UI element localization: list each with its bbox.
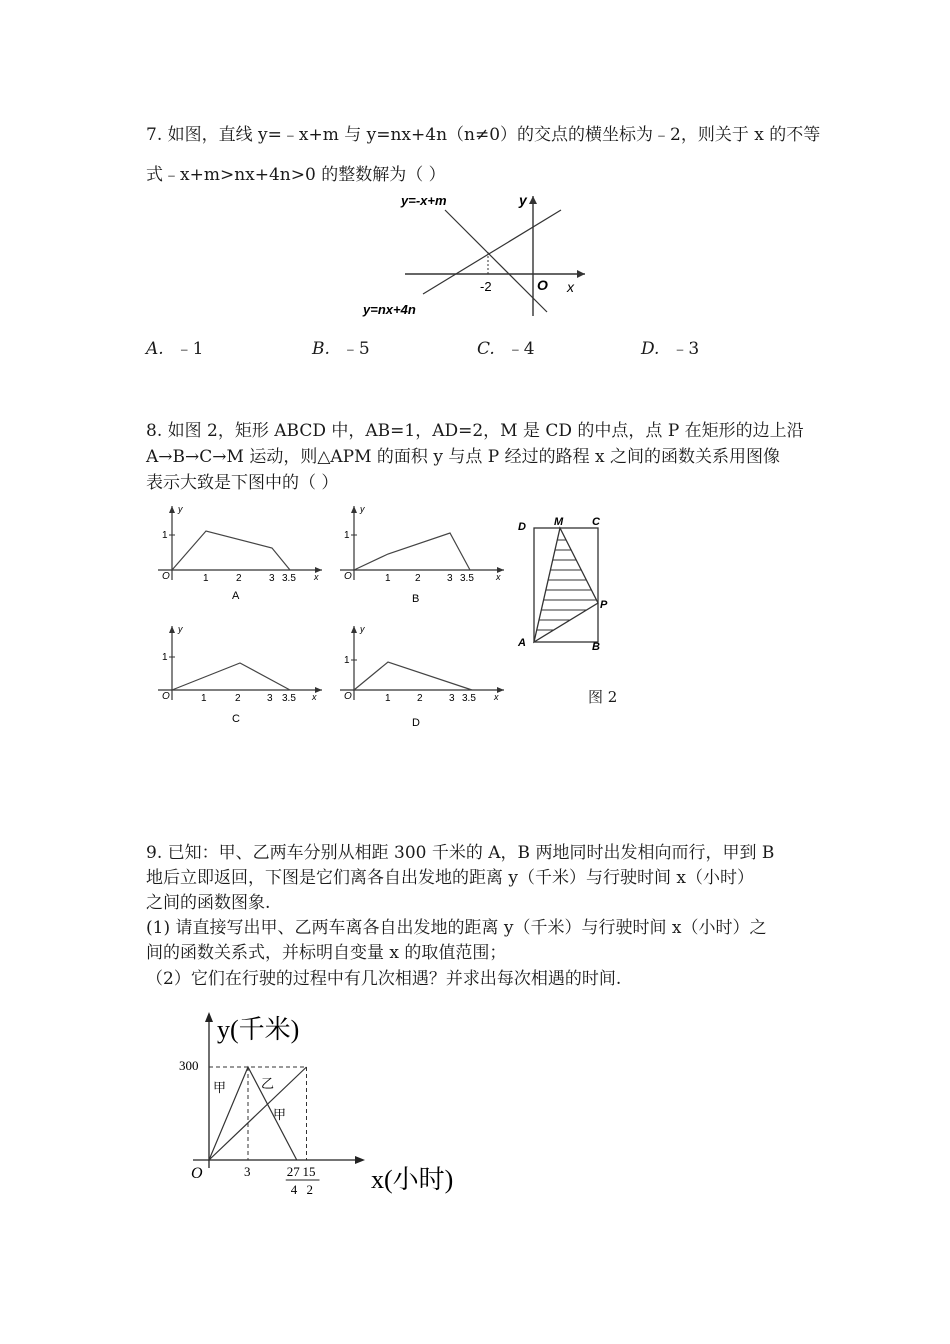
q9-origin-label: O bbox=[191, 1165, 203, 1182]
q8b-y-label: y bbox=[360, 504, 365, 514]
q8d-y-tick: 1 bbox=[344, 655, 350, 666]
q7-option-c-value: ﹣4 bbox=[506, 339, 535, 359]
q9-label-jia-1: 甲 bbox=[213, 1080, 227, 1095]
rect-label-m: M bbox=[554, 516, 564, 528]
q9-y-axis-label: y(千米) bbox=[217, 1015, 300, 1044]
rect-label-p: P bbox=[600, 599, 608, 611]
q7-option-a-letter: A. bbox=[146, 339, 164, 359]
q8a-y-tick: 1 bbox=[162, 530, 168, 541]
q9-part-1-a: (1) 请直接写出甲、乙两车离各自出发地的距离 y（千米）与行驶时间 x（小时）之 bbox=[146, 918, 767, 938]
q7-option-b[interactable] bbox=[312, 334, 370, 359]
q8c-x-label: x bbox=[312, 692, 317, 702]
q9-y-tick-300: 300 bbox=[179, 1058, 199, 1073]
q8-line-1: 8. 如图 2，矩形 ABCD 中，AB=1，AD=2，M 是 CD 的中点，点 P 在矩形的边上沿 bbox=[146, 421, 804, 441]
q8-graph-c bbox=[150, 620, 330, 730]
q9-chart bbox=[165, 1008, 454, 1214]
triangle-apm bbox=[534, 528, 598, 642]
q9-line-2: 地后立即返回，下图是它们离各自出发地的距离 y（千米）与行驶时间 x（小时） bbox=[146, 868, 754, 888]
q8a-x-label: x bbox=[314, 572, 319, 582]
q8d-x-tick-1: 1 bbox=[385, 693, 391, 704]
q8-graph-a bbox=[150, 500, 330, 610]
q8-line-2: A→B→C→M 运动，则△APM 的面积 y 与点 P 经过的路程 x 之间的函数关系用图像 bbox=[146, 447, 780, 467]
q9-x-tick-1: 3 bbox=[244, 1164, 251, 1179]
q8c-x-tick-2: 2 bbox=[235, 693, 241, 704]
q8b-curve bbox=[354, 533, 470, 570]
q8d-x-tick-4: 3.5 bbox=[462, 693, 476, 704]
q7-tick-label: -2 bbox=[480, 279, 492, 294]
q9-x-tick-den-3: 2 bbox=[306, 1182, 313, 1197]
q7-option-b-letter: B. bbox=[312, 339, 330, 359]
q7-option-d-letter: D. bbox=[641, 339, 660, 359]
q8d-x-label: x bbox=[494, 692, 499, 702]
q9-x-arrow bbox=[355, 1156, 365, 1164]
q7-option-c-letter: C. bbox=[477, 339, 495, 359]
q9-x-tick-num-2: 27 bbox=[286, 1164, 300, 1179]
q8b-x-tick-1: 1 bbox=[385, 573, 391, 584]
q7-y-arrow bbox=[529, 196, 537, 204]
q8b-origin: O bbox=[344, 571, 352, 582]
q8d-x-tick-2: 2 bbox=[417, 693, 423, 704]
rect-label-c: C bbox=[592, 516, 600, 528]
q7-label-line2: y=nx+4n bbox=[363, 302, 416, 317]
q8c-origin: O bbox=[162, 691, 170, 702]
q8c-x-tick-3: 3 bbox=[267, 693, 273, 704]
q8b-x-label: x bbox=[496, 572, 501, 582]
q7-option-b-value: ﹣5 bbox=[341, 339, 370, 359]
q7-x-label: x bbox=[567, 279, 574, 295]
q8c-x-tick-1: 1 bbox=[201, 693, 207, 704]
q8b-y-tick: 1 bbox=[344, 530, 350, 541]
q8c-y-label: y bbox=[178, 624, 183, 634]
q8a-x-tick-1: 1 bbox=[203, 573, 209, 584]
q7-option-d[interactable] bbox=[641, 334, 699, 359]
q9-x-tick-num-3: 15 bbox=[302, 1164, 316, 1179]
q8-graph-d bbox=[332, 620, 512, 730]
q9-part-1-b: 间的函数关系式，并标明自变量 x 的取值范围； bbox=[146, 943, 507, 963]
q8c-curve bbox=[172, 663, 290, 690]
q8d-origin: O bbox=[344, 691, 352, 702]
q9-line-3: 之间的函数图象. bbox=[146, 893, 271, 913]
triangle-hatch bbox=[512, 540, 612, 630]
q8d-y-label: y bbox=[360, 624, 365, 634]
q8b-x-tick-3: 3 bbox=[447, 573, 453, 584]
q7-line-neg bbox=[445, 210, 547, 312]
q8-figure-caption: 图 2 bbox=[588, 688, 618, 706]
q7-option-a[interactable] bbox=[146, 334, 204, 359]
q8a-x-tick-2: 2 bbox=[236, 573, 242, 584]
q8b-caption: B bbox=[412, 593, 420, 605]
q9-line-1: 9. 已知：甲、乙两车分别从相距 300 千米的 A，B 两地同时出发相向而行，甲到 B bbox=[146, 843, 775, 863]
q8-graph-b bbox=[332, 500, 512, 610]
q9-y-arrow bbox=[205, 1012, 213, 1022]
q7-label-line1: y=-x+m bbox=[401, 193, 447, 208]
q8a-origin: O bbox=[162, 571, 170, 582]
q8d-x-tick-3: 3 bbox=[449, 693, 455, 704]
q7-option-a-value: ﹣1 bbox=[175, 339, 204, 359]
q8d-curve bbox=[354, 662, 472, 690]
q9-x-tick-den-2: 4 bbox=[290, 1182, 298, 1197]
rect-label-d: D bbox=[518, 521, 526, 533]
q9-label-yi: 乙 bbox=[261, 1076, 275, 1091]
q8a-y-label: y bbox=[178, 504, 183, 514]
q8c-x-tick-4: 3.5 bbox=[282, 693, 296, 704]
q9-x-axis-label: x(小时) bbox=[371, 1165, 454, 1194]
q7-x-arrow bbox=[577, 270, 585, 278]
q7-figure bbox=[355, 188, 595, 328]
q9-label-jia-2: 甲 bbox=[273, 1107, 287, 1122]
q8c-caption: C bbox=[232, 713, 240, 725]
q7-line-1: 7. 如图，直线 y=﹣x+m 与 y=nx+4n（n≠0）的交点的横坐标为﹣2，则关于 x 的不等 bbox=[146, 125, 821, 145]
q8-rectangle-figure bbox=[512, 512, 612, 652]
q8a-x-tick-4: 3.5 bbox=[282, 573, 296, 584]
q7-line-2: 式﹣x+m>nx+4n>0 的整数解为（ ） bbox=[146, 165, 446, 185]
q8a-curve bbox=[172, 531, 290, 570]
q8c-y-tick: 1 bbox=[162, 652, 168, 663]
q8a-caption: A bbox=[232, 590, 240, 602]
q7-y-label: y bbox=[519, 192, 527, 208]
rect-label-a: A bbox=[518, 637, 526, 649]
q8a-x-tick-3: 3 bbox=[269, 573, 275, 584]
q8b-x-tick-2: 2 bbox=[415, 573, 421, 584]
q9-part-2: （2）它们在行驶的过程中有几次相遇？并求出每次相遇的时间. bbox=[146, 969, 622, 989]
q7-option-d-value: ﹣3 bbox=[671, 339, 700, 359]
q8d-caption: D bbox=[412, 717, 420, 729]
q8b-x-tick-4: 3.5 bbox=[460, 573, 474, 584]
q7-option-c[interactable] bbox=[477, 334, 535, 359]
q8-line-3: 表示大致是下图中的（ ） bbox=[146, 473, 339, 493]
q7-origin-label: O bbox=[537, 277, 548, 293]
rect-label-b: B bbox=[592, 641, 600, 653]
